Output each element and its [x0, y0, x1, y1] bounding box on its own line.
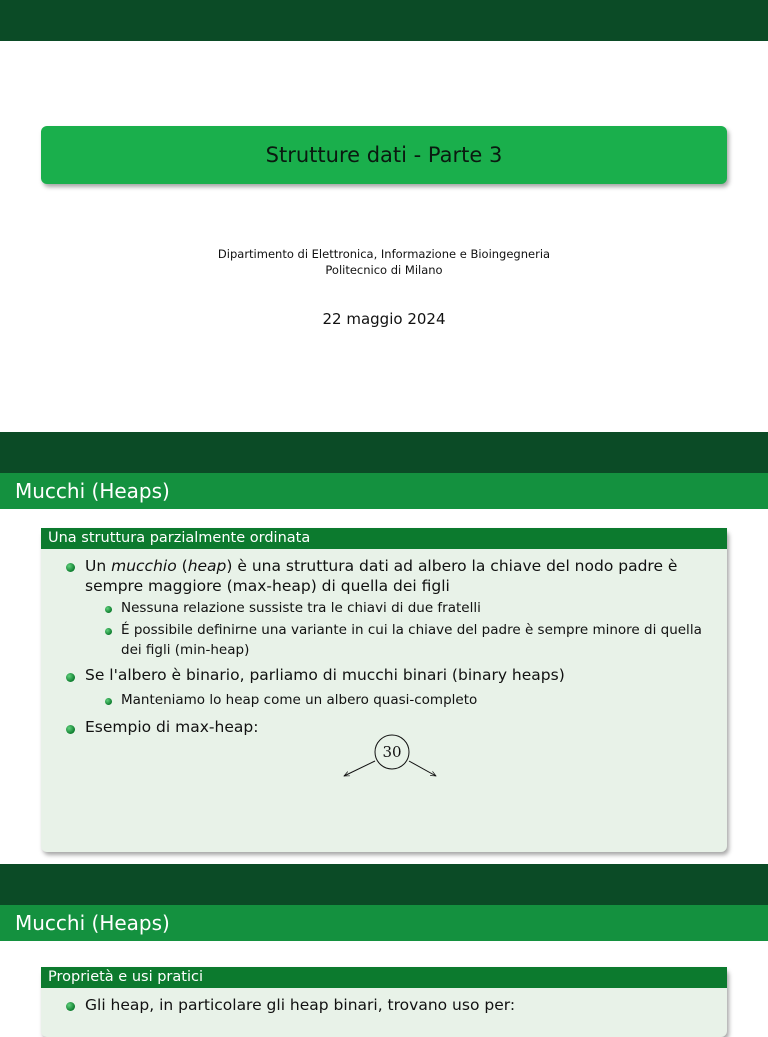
block-title: Proprietà e usi pratici	[41, 967, 727, 988]
heaps-slide-1	[0, 432, 768, 864]
item-text: (	[176, 557, 188, 575]
heaps-slide-2	[0, 864, 768, 1024]
term-mucchio: mucchio	[111, 557, 177, 575]
bullet-icon	[66, 1002, 75, 1011]
max-heap-tree-diagram	[41, 528, 727, 852]
properties-block	[41, 967, 727, 1037]
university-name: Politecnico di Milano	[325, 263, 443, 277]
definition-block	[41, 528, 727, 852]
sub-list-item: Nessuna relazione sussiste tra le chiavi di due fratelli	[121, 600, 481, 616]
item-text: ) è una struttura dati ad albero la chiave del nodo padre è	[226, 557, 678, 575]
frame-title: Mucchi (Heaps)	[0, 473, 768, 509]
slide-header-bar	[0, 0, 768, 41]
tree-edge	[344, 761, 375, 776]
item-text-line2: sempre maggiore (max-heap) di quella dei figli	[85, 577, 450, 595]
slide-header-bar	[0, 432, 768, 473]
presentation-date: 22 maggio 2024	[322, 310, 446, 328]
department-name: Dipartimento di Elettronica, Informazione e Bioingegneria	[217, 247, 551, 261]
list-item: Gli heap, in particolare gli heap binari, trovano uso per:	[85, 996, 516, 1014]
affiliation	[0, 246, 768, 278]
item-text: É possibile definirne una variante in cui la chiave del padre è sempre minore di quella	[121, 622, 702, 638]
presentation-title: Strutture dati - Parte 3	[265, 143, 503, 167]
node-label: 30	[382, 743, 402, 761]
sub-list-item: Manteniamo lo heap come un albero quasi-completo	[121, 692, 478, 708]
block-title: Una struttura parzialmente ordinata	[41, 528, 727, 549]
slide-header-bar	[0, 864, 768, 905]
presentation-title-box	[41, 126, 727, 184]
item-text: Un	[85, 557, 112, 575]
list-item: Esempio di max-heap:	[85, 718, 259, 736]
tree-edge	[409, 761, 436, 776]
frame-title: Mucchi (Heaps)	[0, 905, 768, 941]
item-text-line2: dei figli (min-heap)	[121, 642, 250, 658]
list-item: Se l'albero è binario, parliamo di mucchi binari (binary heaps)	[85, 666, 565, 684]
term-heap: heap	[187, 557, 227, 575]
title-slide	[0, 0, 768, 424]
